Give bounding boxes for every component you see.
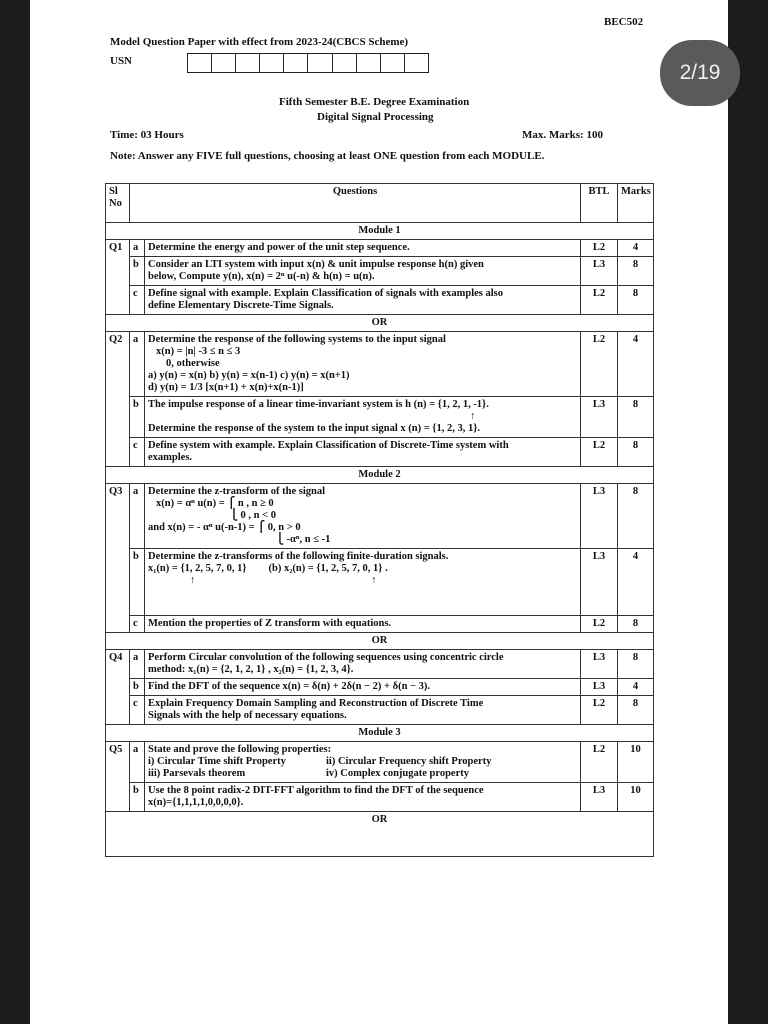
question-text: The impulse response of a linear time-invariant system is h (n) = {1, 2, 1, -1}. ↑ Determine the response of the system to the input signal x (n) = {1, 2, 3, 1}. — [145, 397, 581, 438]
or-row: OR — [106, 315, 654, 332]
max-marks: Max. Marks: 100 — [522, 129, 603, 141]
exam-time: Time: 03 Hours — [110, 129, 184, 141]
question-text: Consider an LTI system with input x(n) & unit impulse response h(n) given below, Compute y(n), x(n) = 2ⁿ u(-n) & h(n) = u(n). — [145, 257, 581, 286]
table-row: b The impulse response of a linear time-invariant system is h (n) = {1, 2, 1, -1}. ↑ Determine the response of the system to the input signal x (n) = {1, 2, 3, 1}. L3 8 — [106, 397, 654, 438]
table-header-row — [106, 184, 654, 223]
table-row: Q5 a State and prove the following properties: i) Circular Time shift Property ii) Circular Frequency shift Property iii) Parsevals theorem iv) Complex conjugate property L2 10 — [106, 742, 654, 783]
usn-box — [405, 54, 428, 72]
semester-title: Fifth Semester B.E. Degree Examination — [279, 96, 470, 108]
table-row: b Consider an LTI system with input x(n) & unit impulse response h(n) given below, Compute y(n), x(n) = 2ⁿ u(-n) & h(n) = u(n). L3 8 — [106, 257, 654, 286]
col-questions: Questions — [130, 184, 581, 223]
question-number: Q1 — [106, 240, 130, 315]
or-row: OR — [106, 633, 654, 650]
arrow-up-icon: ↑ — [371, 575, 377, 586]
usn-box — [212, 54, 236, 72]
question-text: Define signal with example. Explain Classification of signals with examples also define Elementary Discrete-Time Signals. — [145, 286, 581, 315]
question-table — [105, 183, 654, 857]
usn-box — [357, 54, 381, 72]
table-row: Q1 a Determine the energy and power of the unit step sequence. L2 4 — [106, 240, 654, 257]
question-text: Determine the energy and power of the unit step sequence. — [145, 240, 581, 257]
module-row: Module 2 — [106, 467, 654, 484]
usn-box — [333, 54, 357, 72]
question-text: Determine the response of the following systems to the input signal x(n) = |n| -3 ≤ n ≤ 3 0, otherwise a) y(n) = x(n) b) y(n) = x(n-1) c) y(n) = x(n+1) d) y(n) = 1/3 [x(n+1) + x(n)+x(n-1)] — [145, 332, 581, 397]
table-row: Q3 a Determine the z-transform of the signal x(n) = αⁿ u(n) = ⎧ n , n ≥ 0 ⎩ 0 , n < 0 and x(n) = - αⁿ u(-n-1) = ⎧ 0, n > 0 ⎩ -αⁿ, n ≤ -1 L3 8 — [106, 484, 654, 549]
question-text: Explain Frequency Domain Sampling and Reconstruction of Discrete Time Signals with the help of necessary equations. — [145, 696, 581, 725]
question-number: Q2 — [106, 332, 130, 467]
usn-entry-boxes — [187, 53, 429, 73]
document-page — [30, 0, 728, 1024]
table-row: Q2 a Determine the response of the following systems to the input signal x(n) = |n| -3 ≤ n ≤ 3 0, otherwise a) y(n) = x(n) b) y(n) = x(n-1) c) y(n) = x(n+1) d) y(n) = 1/3 [x(n+1) + x(n)+x(n-1)] L2 4 — [106, 332, 654, 397]
table-row: c Mention the properties of Z transform with equations. L2 8 — [106, 616, 654, 633]
col-marks: Marks — [618, 184, 654, 223]
table-row: b Find the DFT of the sequence x(n) = δ(n) + 2δ(n − 2) + δ(n − 3). L3 4 — [106, 679, 654, 696]
question-number: Q3 — [106, 484, 130, 633]
question-text: Find the DFT of the sequence x(n) = δ(n) + 2δ(n − 2) + δ(n − 3). — [145, 679, 581, 696]
question-text: Use the 8 point radix-2 DIT-FFT algorithm to find the DFT of the sequence x(n)={1,1,1,1,0,0,0,0}. — [145, 783, 581, 812]
question-number: Q4 — [106, 650, 130, 725]
page-indicator-badge: 2/19 — [660, 40, 740, 106]
question-text: Define system with example. Explain Classification of Discrete-Time system with examples. — [145, 438, 581, 467]
model-paper-line: Model Question Paper with effect from 2023-24(CBCS Scheme) — [110, 36, 409, 48]
or-row: OR — [106, 812, 654, 857]
col-btl: BTL — [581, 184, 618, 223]
usn-box — [236, 54, 260, 72]
table-row: c Define signal with example. Explain Classification of signals with examples also define Elementary Discrete-Time Signals. L2 8 — [106, 286, 654, 315]
question-text: Determine the z-transforms of the following finite-duration signals. x₁(n) = {1, 2, 5, 7, 0, 1} (b) x₂(n) = {1, 2, 5, 7, 0, 1} . ↑ ↑ — [145, 549, 581, 616]
table-row: b Use the 8 point radix-2 DIT-FFT algorithm to find the DFT of the sequence x(n)={1,1,1,1,0,0,0,0}. L3 10 — [106, 783, 654, 812]
question-text: Determine the z-transform of the signal x(n) = αⁿ u(n) = ⎧ n , n ≥ 0 ⎩ 0 , n < 0 and x(n) = - αⁿ u(-n-1) = ⎧ 0, n > 0 ⎩ -αⁿ, n ≤ -1 — [145, 484, 581, 549]
subject-title: Digital Signal Processing — [317, 111, 434, 123]
usn-label: USN — [110, 55, 133, 67]
usn-box — [284, 54, 308, 72]
arrow-up-icon: ↑ — [190, 575, 196, 586]
module-row: Module 3 — [106, 725, 654, 742]
usn-box — [188, 54, 212, 72]
question-paper — [30, 0, 728, 1024]
arrow-up-icon: ↑ — [470, 411, 476, 422]
table-row: c Define system with example. Explain Classification of Discrete-Time system with examples. L2 8 — [106, 438, 654, 467]
module-row: Module 1 — [106, 223, 654, 240]
col-sl-no: Sl No — [106, 184, 130, 223]
instruction-note: Note: Answer any FIVE full questions, choosing at least ONE question from each MODULE. — [110, 150, 545, 162]
usn-box — [260, 54, 284, 72]
table-row: c Explain Frequency Domain Sampling and Reconstruction of Discrete Time Signals with the help of necessary equations. L2 8 — [106, 696, 654, 725]
table-row: Q4 a Perform Circular convolution of the following sequences using concentric circle method: x₁(n) = {2, 1, 2, 1} , x₂(n) = {1, 2, 3, 4}. L3 8 — [106, 650, 654, 679]
question-text: Perform Circular convolution of the following sequences using concentric circle method: x₁(n) = {2, 1, 2, 1} , x₂(n) = {1, 2, 3, 4}. — [145, 650, 581, 679]
question-text: Mention the properties of Z transform with equations. — [145, 616, 581, 633]
table-row: b Determine the z-transforms of the following finite-duration signals. x₁(n) = {1, 2, 5, 7, 0, 1} (b) x₂(n) = {1, 2, 5, 7, 0, 1} . ↑ ↑ L3 4 — [106, 549, 654, 616]
question-text: State and prove the following properties: i) Circular Time shift Property ii) Circular Frequency shift Property iii) Parsevals theorem iv) Complex conjugate property — [145, 742, 581, 783]
subject-code: BEC502 — [604, 16, 644, 28]
question-number: Q5 — [106, 742, 130, 812]
usn-box — [381, 54, 405, 72]
usn-box — [308, 54, 332, 72]
